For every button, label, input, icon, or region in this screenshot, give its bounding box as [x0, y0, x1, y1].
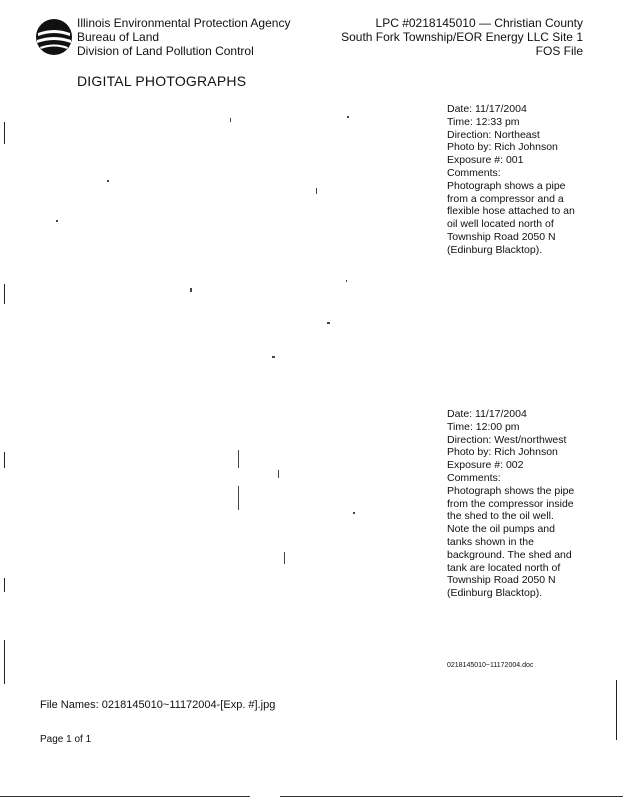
scan-edge-mark: [4, 122, 5, 144]
caption-comments-text: Photograph shows the pipe from the compressor inside the shed to the oil well. Note the oil pumps and tanks shown in the background. The shed and tank are located north of Township Road 2050 N (Edinburg Blacktop).: [447, 484, 575, 600]
photo-file-names: File Names: 0218145010~11172004-[Exp. #].jpg: [40, 699, 276, 711]
photo-1-caption: [447, 103, 577, 257]
scan-edge-mark: [4, 284, 5, 304]
file-reference-block: [341, 16, 583, 58]
reference-line: LPC #0218145010 — Christian County: [375, 16, 583, 30]
scan-bottom-rule: [280, 796, 623, 797]
caption-comments-text: Photograph shows a pipe from a compressor and a flexible hose attached to an oil well located north of Township Road 2050 N (Edinburg Blacktop).: [447, 179, 575, 256]
scan-edge-mark: [4, 640, 5, 684]
caption-direction: Direction: West/northwest: [447, 433, 567, 446]
caption-date: Date: 11/17/2004: [447, 408, 527, 420]
scan-edge-mark: [4, 452, 5, 468]
caption-date: Date: 11/17/2004: [447, 103, 527, 115]
document-filename: 0218145010~11172004.doc: [447, 662, 534, 669]
agency-line: Division of Land Pollution Control: [77, 44, 254, 58]
photo-2-caption: [447, 408, 577, 600]
caption-exposure: Exposure #: 001: [447, 154, 524, 167]
caption-exposure: Exposure #: 002: [447, 459, 524, 472]
scan-bottom-rule: [0, 796, 250, 797]
photograph-2: [40, 400, 400, 640]
illinois-epa-logo-icon: [34, 17, 74, 57]
agency-line: Illinois Environmental Protection Agency: [77, 16, 291, 30]
photograph-1: [40, 96, 400, 396]
scan-edge-mark: [616, 680, 617, 740]
page-title: DIGITAL PHOTOGRAPHS: [77, 73, 247, 89]
caption-comments-label: Comments:: [447, 471, 501, 484]
caption-direction: Direction: Northeast: [447, 128, 540, 141]
caption-comments-label: Comments:: [447, 166, 501, 179]
agency-line: Bureau of Land: [77, 30, 160, 44]
reference-line: FOS File: [535, 44, 583, 58]
caption-time: Time: 12:00 pm: [447, 420, 520, 433]
scan-edge-mark: [4, 578, 5, 592]
caption-photographer: Photo by: Rich Johnson: [447, 141, 558, 154]
caption-photographer: Photo by: Rich Johnson: [447, 446, 558, 459]
agency-name-block: [77, 16, 290, 58]
reference-line: South Fork Township/EOR Energy LLC Site 1: [341, 30, 583, 44]
caption-time: Time: 12:33 pm: [447, 115, 520, 128]
page-number: Page 1 of 1: [40, 734, 92, 745]
